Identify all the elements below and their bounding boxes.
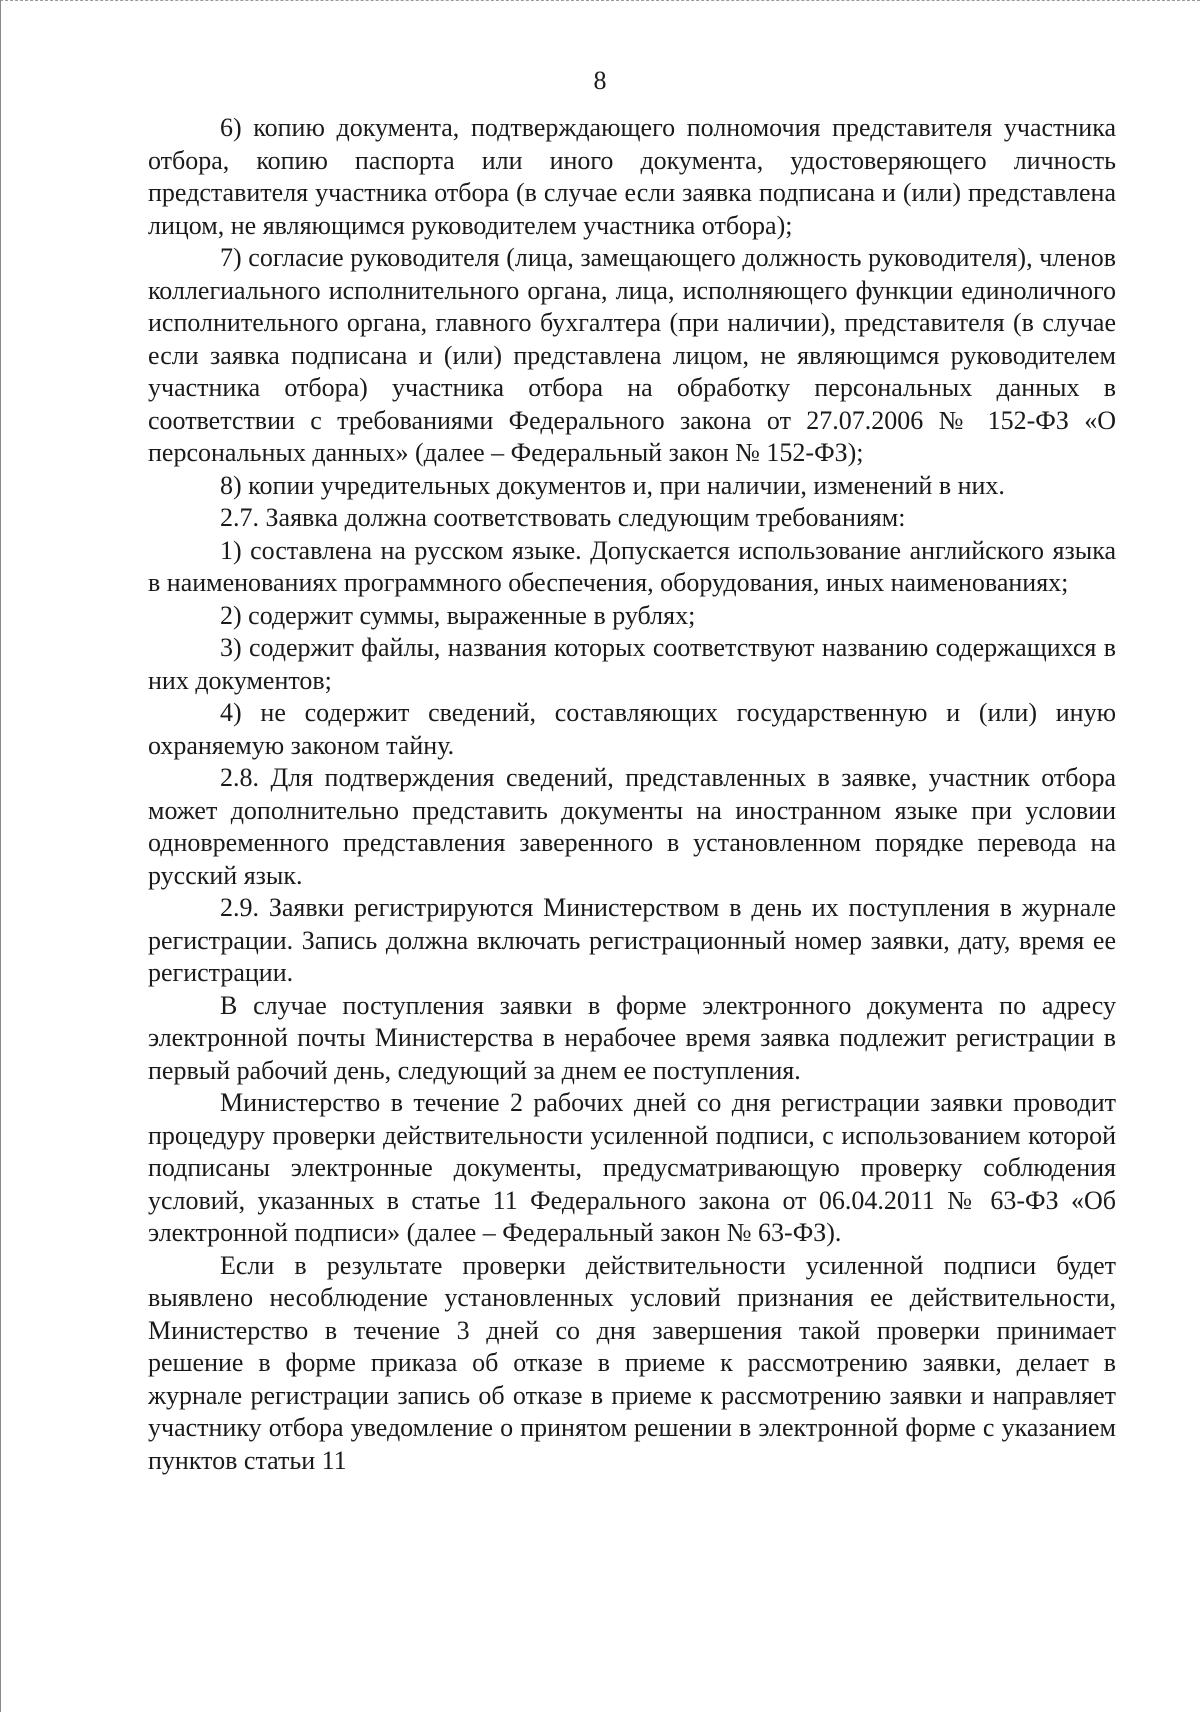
paragraph-requirement-2: 2) содержит суммы, выраженные в рублях; xyxy=(220,600,696,630)
paragraph-item-7: 7) согласие руководителя (лица, замещающего должность руководителя), членов коллегиального исполнительного органа, лица, исполняющего функции единоличного исполнительного органа, главного бухгалтера (при наличии), представителя (в случае если заявка подписана и (или) представлена лицом, не являющимся руководителем участника отбора) участника отбора на обработку персональных данных в соответствии с требованиями Федерального закона от 27.07.2006 № 152-ФЗ «О персональных данных» (далее – Федеральный закон № 152-ФЗ); xyxy=(148,243,1116,467)
paragraph-electronic-submission: В случае поступления заявки в форме электронного документа по адресу электронной почты Министерства в нерабочее время заявка подлежит регистрации в первый рабочий день, следующий за днем ее поступления. xyxy=(148,990,1116,1085)
paragraph-signature-check: Министерство в течение 2 рабочих дней со дня регистрации заявки проводит процедуру проверки действительности усиленной подписи, с использованием которой подписаны электронные документы, предусматривающую проверку соблюдения условий, указанных в статье 11 Федерального закона от 06.04.2011 № 63-ФЗ «Об электронной подписи» (далее – Федеральный закон № 63-ФЗ). xyxy=(148,1088,1116,1247)
paragraph-2-7: 2.7. Заявка должна соответствовать следующим требованиям: xyxy=(220,503,906,532)
paragraph-requirement-4: 4) не содержит сведений, составляющих государственную и (или) иную охраняемую законом тайну. xyxy=(148,698,1116,760)
paragraph-2-8: 2.8. Для подтверждения сведений, представленных в заявке, участник отбора может дополнительно представить документы на иностранном языке при условии одновременного представления заверенного в установленном порядке перевода на русский язык. xyxy=(148,763,1116,890)
paragraph-item-8: 8) копии учредительных документов и, при наличии, изменений в них. xyxy=(220,470,1005,500)
scan-edge-left xyxy=(0,0,1,1712)
paragraph-item-6: 6) копию документа, подтверждающего полномочия представителя участника отбора, копию паспорта или иного документа, удостоверяющего личность представителя участника отбора (в случае если заявка подписана и (или) представлена лицом, не являющимся руководителем участника отбора); xyxy=(148,113,1116,240)
document-body xyxy=(148,112,1116,1477)
page-number: 8 xyxy=(593,66,607,95)
paragraph-requirement-1: 1) составлена на русском языке. Допускается использование английского языка в наименованиях программного обеспечения, оборудования, иных наименованиях; xyxy=(148,535,1116,597)
paragraph-requirement-3: 3) содержит файлы, названия которых соответствуют названию содержащихся в них документов; xyxy=(148,633,1116,695)
paragraph-rejection: Если в результате проверки действительности усиленной подписи будет выявлено несоблюдение установленных условий признания ее действительности, Министерство в течение 3 дней со дня завершения такой проверки принимает решение в форме приказа об отказе в приеме к рассмотрению заявки, делает в журнале регистрации запись об отказе в приеме к рассмотрению заявки и направляет участнику отбора уведомление о принятом решении в электронной форме с указанием пунктов статьи 11 xyxy=(148,1250,1116,1475)
paragraph-2-9: 2.9. Заявки регистрируются Министерством в день их поступления в журнале регистрации. Запись должна включать регистрационный номер заявки, дату, время ее регистрации. xyxy=(148,893,1116,987)
scan-edge-top xyxy=(0,0,1200,1)
